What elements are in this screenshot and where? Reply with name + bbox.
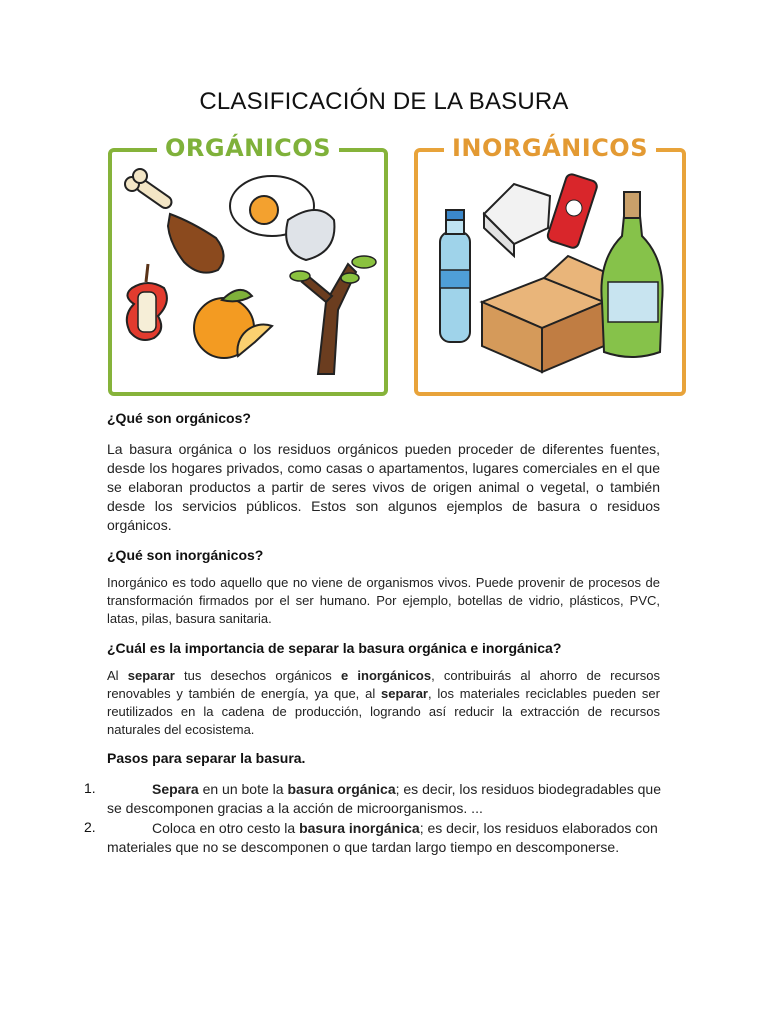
glass-bottle-icon	[601, 192, 662, 357]
broken-egg-icon	[230, 176, 334, 260]
inorganic-panel	[414, 134, 686, 396]
organic-illustration	[112, 152, 384, 392]
list-number: 1.	[84, 780, 96, 796]
document-title: CLASIFICACIÓN DE LA BASURA	[199, 88, 569, 115]
heading-steps: Pasos para separar la basura.	[107, 750, 306, 766]
inorganic-illustration	[418, 152, 682, 392]
apple-core-icon	[127, 264, 167, 340]
paragraph-importance: Al separar tus desechos orgánicos e inorgánicos, contribuirás al ahorro de recursos renovables y también de energía, ya que, al separar, los materiales reciclables pueden ser reutilizados en la cadena de producción, logrando así reducir la extracción de recursos naturales del ecosistema.	[107, 668, 660, 737]
heading-organic: ¿Qué son orgánicos?	[107, 410, 251, 426]
cardboard-box-icon	[482, 256, 614, 372]
takeout-box-icon	[484, 184, 550, 256]
soda-can-icon	[546, 173, 598, 249]
plastic-bottle-icon	[440, 210, 470, 342]
paragraph-inorganic: Inorgánico es todo aquello que no viene de organismos vivos. Puede provenir de procesos de transformación firmados por el ser humano. Por ejemplo, botellas de vidrio, plásticos, PVC, latas, pilas, basura sanitaria.	[107, 575, 660, 626]
branch-icon	[290, 256, 376, 374]
paragraph-organic: La basura orgánica o los residuos orgánicos pueden proceder de diferentes fuentes, desde los hogares privados, como casas o apartamentos, lugares comerciales en el que se elaboran productos a partir de seres vivos de origen animal o vegetal, o también desde los servicios públicos. Estos son algunos ejemplos de basura o residuos orgánicos.	[107, 441, 660, 533]
orange-icon	[194, 290, 272, 358]
heading-importance: ¿Cuál es la importancia de separar la basura orgánica e inorgánica?	[107, 640, 562, 656]
heading-inorganic: ¿Qué son inorgánicos?	[107, 547, 264, 563]
organic-panel-title: ORGÁNICOS	[157, 134, 339, 162]
list-number: 2.	[84, 819, 96, 835]
list-item: Separa en un bote la basura orgánica; es decir, los residuos biodegradables que se descomponen gracias a la acción de microorganismos. ...	[107, 781, 662, 816]
inorganic-panel-title: INORGÁNICOS	[444, 134, 656, 162]
chicken-leg-icon	[125, 169, 224, 273]
organic-panel	[108, 134, 388, 396]
list-item: Coloca en otro cesto la basura inorgánica; es decir, los residuos elaborados con materiales que no se descomponen o que tardan largo tiempo en descomponerse.	[107, 820, 658, 855]
